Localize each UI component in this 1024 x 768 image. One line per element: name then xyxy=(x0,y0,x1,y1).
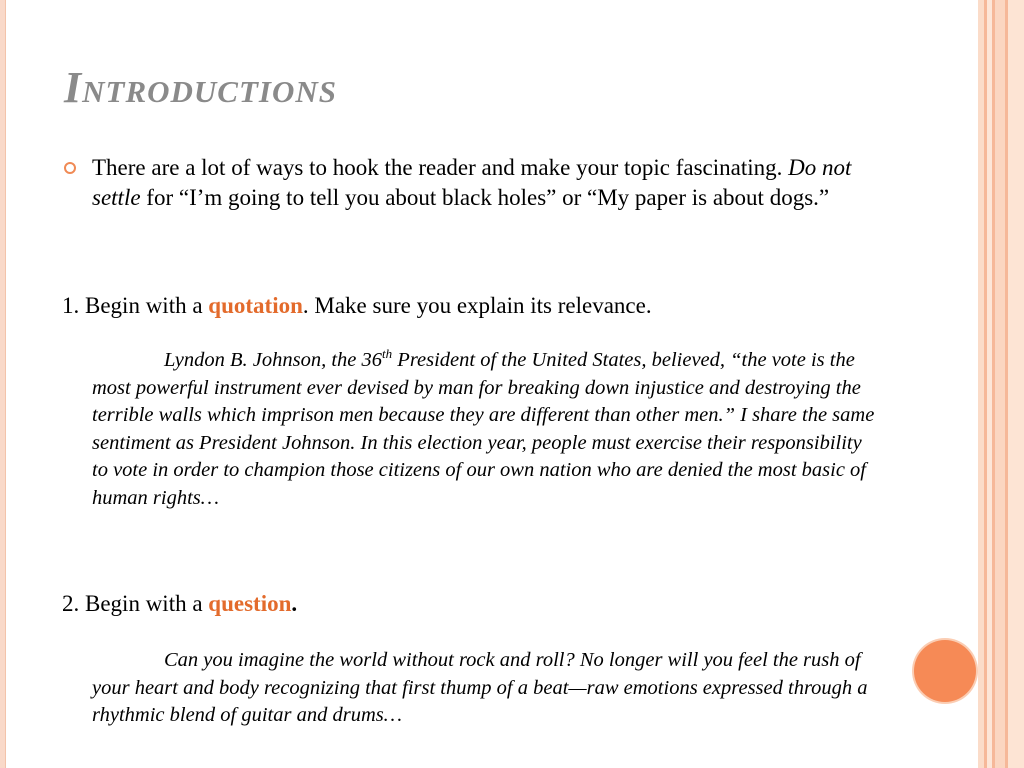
example2-text: Can you imagine the world without rock and roll? No longer will you feel the rush of your heart and body recognizing that first thump of a beat—raw emotions expressed through a rhythmic blend of guitar and drums… xyxy=(92,649,868,726)
numbered-item-question xyxy=(62,589,297,619)
example1-part2: President of the United States, believed, “the vote is the most powerful instrument ever devised by man for breaking down injustice and destroying the terrible walls which imprison men because they are different than other men.” I share the same sentiment as President Johnson. In this election year, people must exercise their responsibility to vote in order to champion those citizens of our own nation who are denied the most basic of human rights… xyxy=(92,349,875,509)
item2-suffix: . xyxy=(291,591,298,616)
right-stripe-decoration xyxy=(1008,0,1024,768)
question-example xyxy=(92,647,882,730)
item1-prefix: 1. Begin with a xyxy=(62,293,209,318)
bullet-text-start: There are a lot of ways to hook the reader and make your topic fascinating. xyxy=(92,155,789,180)
bullet-text-end: for “I’m going to tell you about black holes” or “My paper is about dogs.” xyxy=(140,185,830,210)
item1-keyword: quotation xyxy=(208,293,303,318)
bullet-italic-phrase: Do not settle xyxy=(92,155,852,210)
left-border-decoration xyxy=(0,0,6,768)
item2-prefix: 2. Begin with a xyxy=(62,591,209,616)
numbered-item-quotation xyxy=(62,291,652,321)
example1-superscript: th xyxy=(382,346,393,362)
bullet-paragraph xyxy=(92,153,892,213)
example1-part1: Lyndon B. Johnson, the 36 xyxy=(164,349,383,371)
quotation-example xyxy=(92,347,882,512)
orange-circle-decoration xyxy=(914,640,976,702)
slide-title: Introductions xyxy=(64,63,337,112)
item2-keyword: question xyxy=(208,591,292,616)
bullet-circle-icon xyxy=(64,162,76,174)
item1-suffix: . Make sure you explain its relevance. xyxy=(302,293,652,318)
right-stripe-decoration xyxy=(995,0,1005,768)
